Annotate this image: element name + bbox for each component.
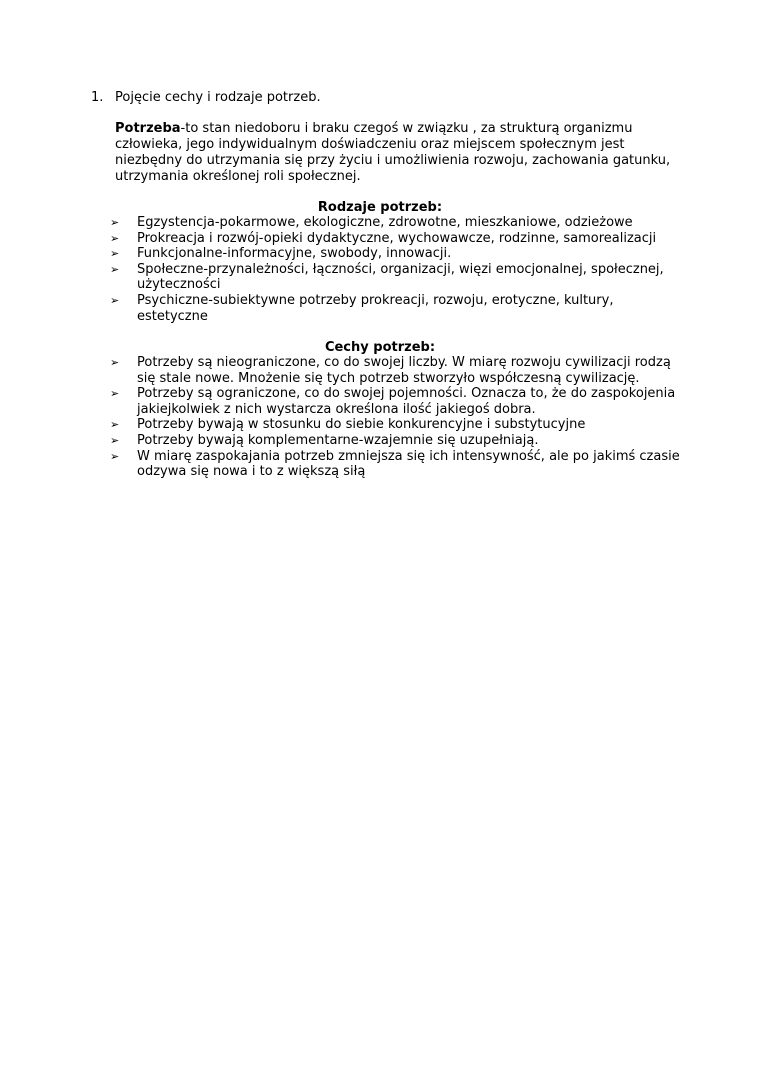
list-item: ➢ Egzystencja-pokarmowe, ekologiczne, zdrowotne, mieszkaniowe, odzieżowe [110, 215, 633, 230]
arrowhead-bullet-icon: ➢ [110, 293, 120, 307]
arrowhead-bullet-icon: ➢ [110, 387, 120, 401]
list-item: ➢ Psychiczne-subiektywne potrzeby prokreacji, rozwoju, erotyczne, kultury, estetyczne [110, 292, 614, 324]
definition-paragraph [115, 121, 675, 185]
list-item: ➢ Funkcjonalne-informacyjne, swobody, innowacji. [110, 246, 452, 262]
list-item: ➢ Potrzeby bywają w stosunku do siebie konkurencyjne i substytucyjne [110, 417, 586, 433]
arrowhead-bullet-icon: ➢ [110, 356, 120, 369]
definition-text: -to stan niedoboru i braku czegoś w związku , za strukturą organizmu człowieka, jego indywidualnym doświadczeniu oraz miejscem społecznym jest niezbędny do utrzymania się przy życiu i umożliwienia rozwoju, zachowania gatunku, utrzymania określonej roli społecznej. [115, 121, 671, 184]
arrowhead-bullet-icon: ➢ [110, 449, 120, 463]
arrowhead-bullet-icon: ➢ [110, 418, 120, 432]
arrowhead-bullet-icon: ➢ [110, 231, 120, 245]
arrowhead-bullet-icon: ➢ [110, 433, 120, 447]
list-item: ➢ Potrzeby bywają komplementarne-wzajemnie się uzupełniają. [110, 432, 539, 448]
heading-number: 1. [91, 90, 104, 105]
list-item: ➢ Społeczne-przynależności, łączności, organizacji, więzi emocjonalnej, społecznej, użyteczności [110, 261, 664, 293]
section-heading [91, 90, 321, 106]
heading-title: Pojęcie cechy i rodzaje potrzeb. [115, 90, 321, 105]
arrowhead-bullet-icon: ➢ [110, 247, 120, 261]
cechy-list [110, 355, 680, 480]
list-item: ➢ Prokreacja i rozwój-opieki dydaktyczne, wychowawcze, rodzinne, samorealizacji [110, 230, 657, 246]
arrowhead-bullet-icon: ➢ [110, 262, 120, 276]
cechy-title: Cechy potrzeb: [324, 340, 436, 355]
rodzaje-list [110, 215, 680, 324]
rodzaje-title: Rodzaje potrzeb: [317, 200, 443, 215]
definition-term: Potrzeba [115, 121, 181, 136]
list-item: ➢ W miarę zaspokajania potrzeb zmniejsza się ich intensywność, ale po jakimś czasie odzywa się nowa i to z większą siłą [110, 448, 680, 480]
list-item: ➢ Potrzeby są ograniczone, co do swojej pojemności. Oznacza to, że do zaspokojenia jakiejkolwiek z nich wystarcza określona ilość jakiegoś dobra. [110, 386, 676, 417]
list-item: ➢ Potrzeby są nieograniczone, co do swojej liczby. W miarę rozwoju cywilizacji rodzą się stale nowe. Mnożenie się tych potrzeb stworzyło współczesną cywilizację. [110, 355, 671, 386]
arrowhead-bullet-icon: ➢ [110, 216, 120, 229]
